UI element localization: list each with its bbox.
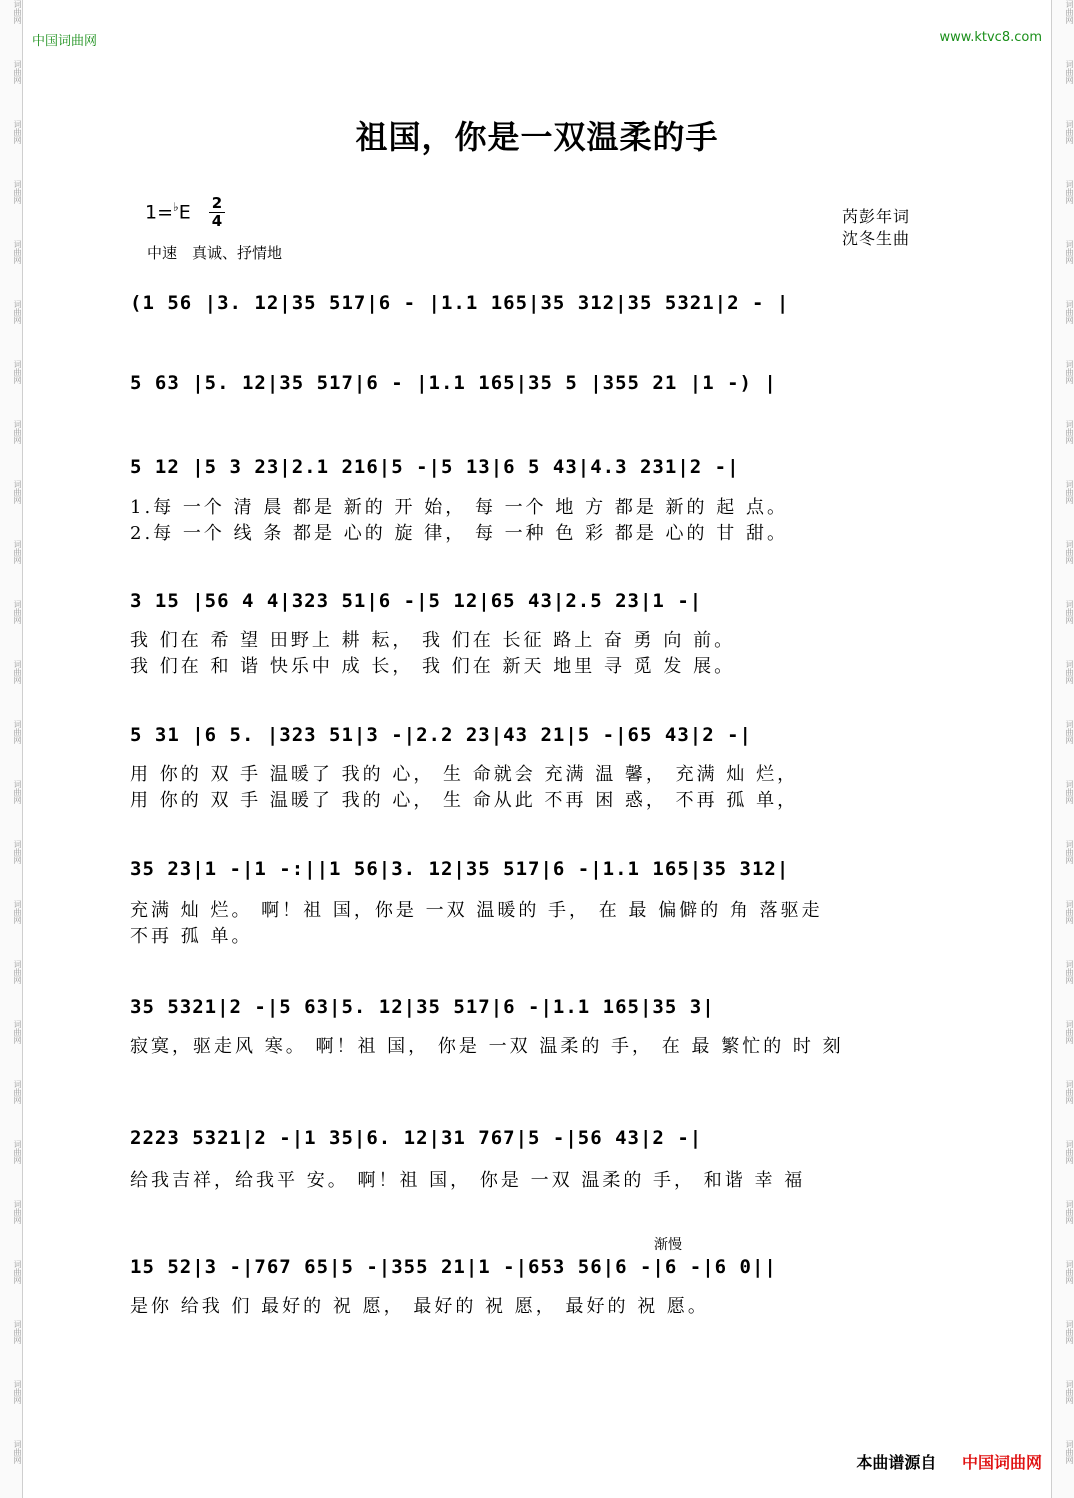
- margin-watermark-text: 词曲网: [13, 780, 22, 804]
- notes: 15 52|3 -|767 65|5 -|355 21|1 -|653 56|6 -|6 -|6 0||: [130, 1256, 777, 1278]
- key-label: 1=: [145, 201, 174, 224]
- lyricist-credit: 芮彭年词: [842, 207, 911, 226]
- margin-watermark-text: 词曲网: [13, 900, 22, 924]
- margin-watermark-text: 词曲网: [1065, 960, 1074, 984]
- score-title: 祖国，你是一双温柔的手: [355, 118, 719, 156]
- margin-watermark-text: 词曲网: [13, 1320, 22, 1344]
- notes: 35 5321|2 -|5 63|5. 12|35 517|6 -|1.1 165|35 3|: [130, 996, 715, 1018]
- margin-watermark-text: 词曲网: [1065, 600, 1074, 624]
- notes: 2223 5321|2 -|1 35|6. 12|31 767|5 -|56 43|2 -|: [130, 1127, 703, 1149]
- margin-watermark-text: 词曲网: [1065, 840, 1074, 864]
- notes: (1 56 |3. 12|35 517|6 - |1.1 165|35 312|35 5321|2 - |: [130, 292, 790, 314]
- notes: 5 31 |6 5. |323 51|3 -|2.2 23|43 21|5 -|65 43|2 -|: [130, 724, 752, 746]
- margin-watermark-text: 词曲网: [13, 1200, 22, 1224]
- notation-line-2: [130, 372, 950, 430]
- margin-watermark-text: 词曲网: [1065, 240, 1074, 264]
- margin-watermark-text: 词曲网: [1065, 120, 1074, 144]
- lyric-line-8: 给我吉祥，给我平 安。 啊！祖 国， 你是 一双 温柔的 手， 和谐 幸 福: [130, 1170, 806, 1191]
- margin-watermark-text: 词曲网: [13, 660, 22, 684]
- right-margin-strip: [1051, 0, 1074, 1498]
- flat-sign: ♭: [173, 200, 179, 214]
- lyric-line-4-verse-2: 我 们在 和 谐 快乐中 成 长， 我 们在 新天 地里 寻 觅 发 展。: [130, 656, 736, 677]
- margin-watermark-text: 词曲网: [13, 180, 22, 204]
- margin-watermark-text: 词曲网: [13, 600, 22, 624]
- notes: 35 23|1 -|1 -:||1 56|3. 12|35 517|6 -|1.1 165|35 312|: [130, 858, 790, 880]
- source-label: 本曲谱源自: [856, 1453, 937, 1472]
- site-name[interactable]: 中国词曲网: [32, 34, 98, 49]
- margin-watermark-text: 词曲网: [13, 1440, 22, 1464]
- lyric-line-5-verse-1: 用 你的 双 手 温暖了 我的 心， 生 命就会 充满 温 馨， 充满 灿 烂，: [130, 764, 799, 785]
- margin-watermark-text: 词曲网: [13, 240, 22, 264]
- margin-watermark-text: 词曲网: [1065, 720, 1074, 744]
- ritardando-mark: 渐慢: [654, 1237, 682, 1253]
- margin-watermark-text: 词曲网: [13, 720, 22, 744]
- meter-top: 2: [211, 194, 223, 212]
- tempo-marking: 中速 真诚、抒情地: [147, 244, 283, 262]
- composer-credit: 沈冬生曲: [842, 229, 911, 248]
- margin-watermark-text: 词曲网: [1065, 1020, 1074, 1044]
- margin-watermark-text: 词曲网: [13, 120, 22, 144]
- margin-watermark-text: 词曲网: [13, 420, 22, 444]
- margin-watermark-text: 词曲网: [13, 1080, 22, 1104]
- lyric-line-3-verse-1: 1.每 一个 清 晨 都是 新的 开 始， 每 一个 地 方 都是 新的 起 点。: [130, 497, 788, 518]
- margin-watermark-text: 词曲网: [1065, 1140, 1074, 1164]
- time-signature: [209, 196, 225, 229]
- margin-watermark-text: 词曲网: [1065, 180, 1074, 204]
- lyric-line-7: 寂寞，驱走风 寒。 啊！祖 国， 你是 一双 温柔的 手， 在 最 繁忙的 时 刻: [130, 1036, 844, 1057]
- margin-watermark-text: 词曲网: [1065, 1440, 1074, 1464]
- lyric-line-6-verse-2: 不再 孤 单。: [130, 926, 253, 947]
- notes: 5 63 |5. 12|35 517|6 - |1.1 165|35 5 |355 21 |1 -) |: [130, 372, 777, 394]
- meter-bottom: 4: [211, 212, 223, 230]
- notes: 3 15 |56 4 4|323 51|6 -|5 12|65 43|2.5 23|1 -|: [130, 590, 703, 612]
- lyric-line-3-verse-2: 2.每 一个 线 条 都是 心的 旋 律， 每 一种 色 彩 都是 心的 甘 甜。: [130, 523, 788, 544]
- margin-watermark-text: 词曲网: [1065, 0, 1074, 24]
- margin-watermark-text: 词曲网: [1065, 1080, 1074, 1104]
- source-site-link[interactable]: 中国词曲网: [961, 1453, 1042, 1472]
- margin-watermark-text: 词曲网: [13, 1380, 22, 1404]
- key-signature: [145, 200, 191, 223]
- margin-watermark-text: 词曲网: [1065, 1200, 1074, 1224]
- lyric-line-5-verse-2: 用 你的 双 手 温暖了 我的 心， 生 命从此 不再 困 惑， 不再 孤 单，: [130, 790, 799, 811]
- margin-watermark-text: 词曲网: [1065, 480, 1074, 504]
- lyric-line-9: 是你 给我 们 最好的 祝 愿， 最好的 祝 愿， 最好的 祝 愿。: [130, 1296, 709, 1317]
- margin-watermark-text: 词曲网: [13, 960, 22, 984]
- margin-watermark-text: 词曲网: [1065, 420, 1074, 444]
- notes: 5 12 |5 3 23|2.1 216|5 -|5 13|6 5 43|4.3 231|2 -|: [130, 456, 740, 478]
- margin-watermark-text: 词曲网: [13, 60, 22, 84]
- margin-watermark-text: 词曲网: [13, 1140, 22, 1164]
- margin-watermark-text: 词曲网: [13, 540, 22, 564]
- margin-watermark-text: 词曲网: [1065, 780, 1074, 804]
- margin-watermark-text: 词曲网: [1065, 900, 1074, 924]
- site-url[interactable]: www.ktvc8.com: [939, 30, 1042, 45]
- notation-line-1: [130, 292, 950, 350]
- margin-watermark-text: 词曲网: [1065, 540, 1074, 564]
- margin-watermark-text: 词曲网: [1065, 1260, 1074, 1284]
- margin-watermark-text: 词曲网: [13, 1020, 22, 1044]
- left-margin-strip: [0, 0, 23, 1498]
- margin-watermark-text: 词曲网: [13, 840, 22, 864]
- source-attribution: [856, 1450, 1042, 1473]
- margin-watermark-text: 词曲网: [13, 1260, 22, 1284]
- margin-watermark-text: 词曲网: [1065, 1380, 1074, 1404]
- key-note: E: [178, 201, 191, 224]
- margin-watermark-text: 词曲网: [1065, 300, 1074, 324]
- margin-watermark-text: 词曲网: [13, 360, 22, 384]
- margin-watermark-text: 词曲网: [13, 300, 22, 324]
- margin-watermark-text: 词曲网: [1065, 1320, 1074, 1344]
- margin-watermark-text: 词曲网: [13, 480, 22, 504]
- lyric-line-6-verse-1: 充满 灿 烂。 啊！祖 国，你是 一双 温暖的 手， 在 最 偏僻的 角 落驱走: [130, 900, 823, 921]
- lyric-line-4-verse-1: 我 们在 希 望 田野上 耕 耘， 我 们在 长征 路上 奋 勇 向 前。: [130, 630, 736, 651]
- margin-watermark-text: 词曲网: [1065, 60, 1074, 84]
- margin-watermark-text: 词曲网: [1065, 660, 1074, 684]
- margin-watermark-text: 词曲网: [1065, 360, 1074, 384]
- margin-watermark-text: 词曲网: [13, 0, 22, 24]
